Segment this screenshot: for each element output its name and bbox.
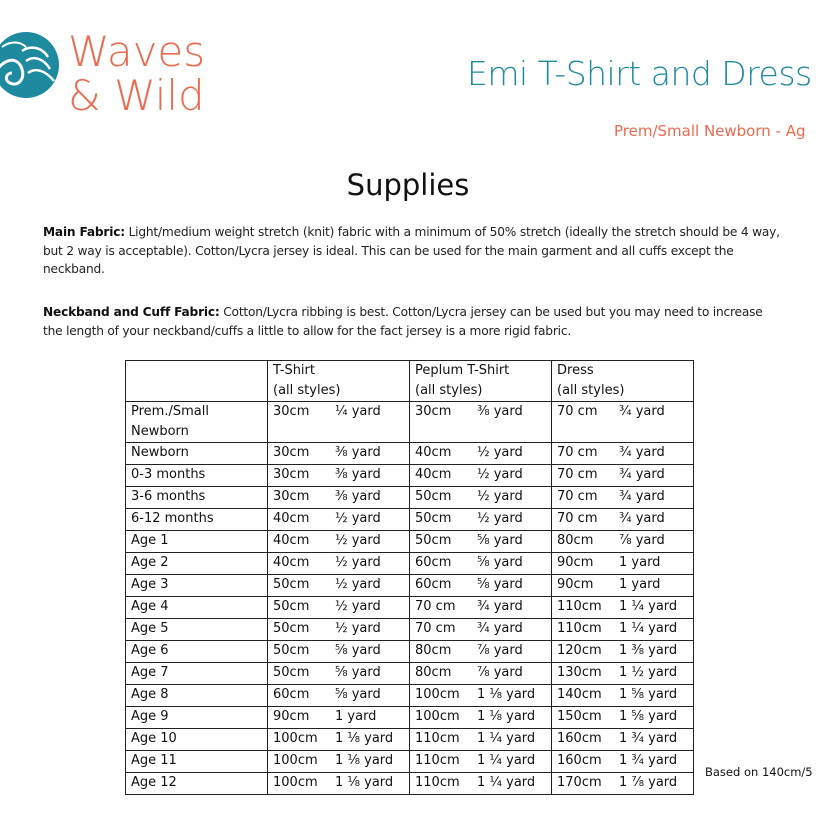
- metric-length-cell: 50cm: [268, 619, 331, 641]
- metric-length-cell: 50cm: [410, 531, 473, 553]
- metric-length-cell: 40cm: [410, 465, 473, 487]
- yard-length-cell: ¼ yard: [330, 402, 410, 443]
- metric-length-cell: 60cm: [268, 685, 331, 707]
- yard-length-cell: 1 ⅞ yard: [614, 773, 694, 795]
- metric-length-cell: 100cm: [268, 773, 331, 795]
- metric-length-cell: 100cm: [268, 729, 331, 751]
- metric-length-cell: 70 cm: [410, 619, 473, 641]
- size-cell: Age 11: [126, 751, 268, 773]
- metric-length-cell: 50cm: [268, 641, 331, 663]
- yard-length-cell: ⅞ yard: [614, 531, 694, 553]
- metric-length-cell: 30cm: [268, 402, 331, 443]
- brand-name: [68, 27, 206, 120]
- yard-length-cell: ⅝ yard: [330, 663, 410, 685]
- document-subtitle: Prem/Small Newborn - Ag: [614, 122, 806, 140]
- yard-length-cell: 1 ¾ yard: [614, 751, 694, 773]
- header-tshirt: [268, 361, 410, 402]
- size-cell: Age 10: [126, 729, 268, 751]
- yard-length-cell: 1 yard: [330, 707, 410, 729]
- yard-length-cell: 1 ½ yard: [614, 663, 694, 685]
- table-row: [126, 773, 694, 795]
- yard-length-cell: 1 ¼ yard: [614, 597, 694, 619]
- yard-length-cell: ¾ yard: [614, 402, 694, 443]
- header-tshirt-sub: (all styles): [273, 383, 341, 398]
- table-row: [126, 597, 694, 619]
- metric-length-cell: 100cm: [268, 751, 331, 773]
- fabric-width-note: Based on 140cm/5: [705, 765, 813, 779]
- table-row: [126, 751, 694, 773]
- size-cell: Age 1: [126, 531, 268, 553]
- metric-length-cell: 40cm: [410, 443, 473, 465]
- yard-length-cell: 1 ⅜ yard: [614, 641, 694, 663]
- yard-length-cell: ¾ yard: [472, 619, 552, 641]
- yard-length-cell: ½ yard: [472, 509, 552, 531]
- metric-length-cell: 30cm: [268, 465, 331, 487]
- metric-length-cell: 30cm: [410, 402, 473, 443]
- header-dress-name: Dress: [557, 363, 594, 378]
- metric-length-cell: 110cm: [410, 751, 473, 773]
- metric-length-cell: 40cm: [268, 509, 331, 531]
- header-dress: [552, 361, 694, 402]
- table-row: [126, 663, 694, 685]
- size-cell: Age 3: [126, 575, 268, 597]
- yard-length-cell: ¾ yard: [614, 443, 694, 465]
- yard-length-cell: ¾ yard: [614, 465, 694, 487]
- metric-length-cell: 160cm: [552, 729, 615, 751]
- metric-length-cell: 80cm: [410, 663, 473, 685]
- yard-length-cell: 1 ⅛ yard: [472, 685, 552, 707]
- yard-length-cell: 1 ¼ yard: [472, 751, 552, 773]
- yard-length-cell: ⅞ yard: [472, 641, 552, 663]
- yard-length-cell: ½ yard: [330, 619, 410, 641]
- yard-length-cell: ⅝ yard: [472, 553, 552, 575]
- yard-length-cell: ½ yard: [330, 575, 410, 597]
- supplies-table: [125, 360, 694, 795]
- metric-length-cell: 60cm: [410, 553, 473, 575]
- metric-length-cell: 70 cm: [552, 487, 615, 509]
- yard-length-cell: 1 ⅛ yard: [330, 751, 410, 773]
- size-cell: Age 12: [126, 773, 268, 795]
- metric-length-cell: 110cm: [410, 729, 473, 751]
- yard-length-cell: ¾ yard: [472, 597, 552, 619]
- yard-length-cell: ⅜ yard: [472, 402, 552, 443]
- document-title: Emi T-Shirt and Dress: [467, 54, 812, 93]
- yard-length-cell: 1 yard: [614, 553, 694, 575]
- size-cell: Age 6: [126, 641, 268, 663]
- metric-length-cell: 70 cm: [552, 509, 615, 531]
- metric-length-cell: 40cm: [268, 531, 331, 553]
- metric-length-cell: 70 cm: [552, 402, 615, 443]
- brand-line-1: Waves: [68, 27, 206, 76]
- yard-length-cell: ⅞ yard: [472, 663, 552, 685]
- header-tshirt-name: T-Shirt: [273, 363, 315, 378]
- yard-length-cell: 1 ¾ yard: [614, 729, 694, 751]
- size-cell: 0-3 months: [126, 465, 268, 487]
- metric-length-cell: 50cm: [268, 663, 331, 685]
- yard-length-cell: 1 ⅛ yard: [472, 707, 552, 729]
- metric-length-cell: 50cm: [268, 597, 331, 619]
- wave-logo-icon: [0, 31, 60, 99]
- metric-length-cell: 110cm: [552, 597, 615, 619]
- yard-length-cell: ½ yard: [472, 487, 552, 509]
- main-fabric-paragraph: [43, 223, 783, 279]
- main-fabric-text: Light/medium weight stretch (knit) fabric with a minimum of 50% stretch (ideally the stretch should be 4 way, but 2 way is acceptable). Cotton/Lycra jersey is ideal. This can be used for the main garment and all cuffs except the neckband.: [43, 225, 780, 276]
- table-row: [126, 465, 694, 487]
- table-row: [126, 707, 694, 729]
- yard-length-cell: 1 ¼ yard: [472, 729, 552, 751]
- table-row: [126, 575, 694, 597]
- metric-length-cell: 160cm: [552, 751, 615, 773]
- metric-length-cell: 50cm: [268, 575, 331, 597]
- yard-length-cell: ⅜ yard: [330, 443, 410, 465]
- metric-length-cell: 70 cm: [552, 465, 615, 487]
- metric-length-cell: 80cm: [410, 641, 473, 663]
- header-peplum-sub: (all styles): [415, 383, 483, 398]
- yard-length-cell: ⅝ yard: [472, 575, 552, 597]
- table-row: [126, 619, 694, 641]
- metric-length-cell: 90cm: [268, 707, 331, 729]
- header-blank-cell: [126, 361, 268, 402]
- table-row: [126, 553, 694, 575]
- metric-length-cell: 100cm: [410, 685, 473, 707]
- table-row: [126, 685, 694, 707]
- neckband-fabric-text: Cotton/Lycra ribbing is best. Cotton/Lycra jersey can be used but you may need to increase the length of your neckband/cuffs a little to allow for the fact jersey is a more rigid fabric.: [43, 305, 763, 338]
- metric-length-cell: 70 cm: [552, 443, 615, 465]
- metric-length-cell: 150cm: [552, 707, 615, 729]
- metric-length-cell: 90cm: [552, 575, 615, 597]
- metric-length-cell: 60cm: [410, 575, 473, 597]
- size-cell: Newborn: [126, 443, 268, 465]
- yard-length-cell: ¾ yard: [614, 487, 694, 509]
- metric-length-cell: 110cm: [410, 773, 473, 795]
- table-row: [126, 443, 694, 465]
- header-peplum-name: Peplum T-Shirt: [415, 363, 510, 378]
- yard-length-cell: ½ yard: [330, 531, 410, 553]
- table-row: [126, 641, 694, 663]
- metric-length-cell: 80cm: [552, 531, 615, 553]
- header-peplum: [410, 361, 552, 402]
- yard-length-cell: ½ yard: [472, 443, 552, 465]
- size-cell: 3-6 months: [126, 487, 268, 509]
- yard-length-cell: ½ yard: [330, 597, 410, 619]
- size-cell: Age 4: [126, 597, 268, 619]
- metric-length-cell: 130cm: [552, 663, 615, 685]
- table-row: [126, 487, 694, 509]
- size-cell: Age 7: [126, 663, 268, 685]
- yard-length-cell: 1 ¼ yard: [614, 619, 694, 641]
- metric-length-cell: 40cm: [268, 553, 331, 575]
- metric-length-cell: 140cm: [552, 685, 615, 707]
- table-header-row: [126, 361, 694, 402]
- section-title: Supplies: [346, 168, 470, 202]
- size-cell: Age 8: [126, 685, 268, 707]
- size-cell: Age 5: [126, 619, 268, 641]
- brand-line-2: & Wild: [68, 71, 205, 120]
- yard-length-cell: 1 ¼ yard: [472, 773, 552, 795]
- table-row: [126, 531, 694, 553]
- yard-length-cell: ½ yard: [330, 553, 410, 575]
- yard-length-cell: ½ yard: [472, 465, 552, 487]
- table-row: [126, 729, 694, 751]
- metric-length-cell: 50cm: [410, 487, 473, 509]
- table-row: [126, 509, 694, 531]
- yard-length-cell: ½ yard: [330, 509, 410, 531]
- size-cell: Age 2: [126, 553, 268, 575]
- yard-length-cell: 1 ⅛ yard: [330, 773, 410, 795]
- main-fabric-label: Main Fabric:: [43, 225, 125, 239]
- metric-length-cell: 70 cm: [410, 597, 473, 619]
- yard-length-cell: 1 ⅝ yard: [614, 707, 694, 729]
- size-cell: 6-12 months: [126, 509, 268, 531]
- metric-length-cell: 170cm: [552, 773, 615, 795]
- metric-length-cell: 30cm: [268, 487, 331, 509]
- header-dress-sub: (all styles): [557, 383, 625, 398]
- size-cell: Prem./Small Newborn: [126, 402, 268, 443]
- yard-length-cell: ⅜ yard: [330, 487, 410, 509]
- metric-length-cell: 90cm: [552, 553, 615, 575]
- metric-length-cell: 120cm: [552, 641, 615, 663]
- yard-length-cell: ⅜ yard: [330, 465, 410, 487]
- metric-length-cell: 110cm: [552, 619, 615, 641]
- yard-length-cell: ⅝ yard: [330, 641, 410, 663]
- yard-length-cell: 1 ⅝ yard: [614, 685, 694, 707]
- metric-length-cell: 30cm: [268, 443, 331, 465]
- yard-length-cell: 1 yard: [614, 575, 694, 597]
- metric-length-cell: 100cm: [410, 707, 473, 729]
- yard-length-cell: ⅝ yard: [330, 685, 410, 707]
- yard-length-cell: 1 ⅛ yard: [330, 729, 410, 751]
- table-row: [126, 402, 694, 443]
- neckband-fabric-paragraph: [43, 303, 783, 340]
- yard-length-cell: ¾ yard: [614, 509, 694, 531]
- metric-length-cell: 50cm: [410, 509, 473, 531]
- size-cell: Age 9: [126, 707, 268, 729]
- yard-length-cell: ⅝ yard: [472, 531, 552, 553]
- neckband-fabric-label: Neckband and Cuff Fabric:: [43, 305, 220, 319]
